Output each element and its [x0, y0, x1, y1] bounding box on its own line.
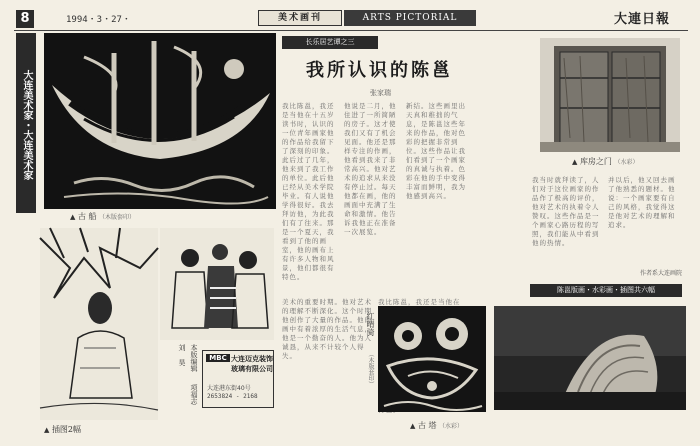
- caption-ancient-tower-title: 古 塔: [417, 421, 437, 430]
- right-footnote: 作者系大连画院: [640, 270, 683, 277]
- ad-address: 大连港东街40号: [207, 385, 251, 392]
- side-banner-text: 大连美术家・大连美术家: [21, 70, 32, 180]
- article-col-5: 我比陈邕，我还是当他在: [378, 298, 461, 306]
- issue-date: 1994・3・27・: [66, 15, 131, 25]
- article-col-2: 他说是二月，他住进了一所简陋的房子。这才使我们又有了机会见面。他还是那样专注的作画，他看到我来了非常高兴。他对艺术的追求从来没有停止过。每天他都在画，他的画面中充满了生命和激情。他告诉我他正在准备一次展览。: [344, 102, 397, 236]
- editor-designer: 项福志: [190, 384, 198, 405]
- masthead: 大連日報: [614, 12, 671, 27]
- caption-ancient-boat-title: 古 船: [77, 212, 97, 221]
- editor-name: 刘 昊: [178, 344, 186, 366]
- caption-illustration-title: 插图2幅: [51, 425, 82, 434]
- illustration-crowd-image: [160, 228, 274, 340]
- caption-warehouse-door-medium: （水彩）: [614, 159, 639, 166]
- ad-logo: MBC: [206, 354, 230, 362]
- illustration-crowd: [160, 228, 274, 340]
- ancient-boat-image: [44, 33, 276, 209]
- illustration-woman: [40, 228, 158, 420]
- editor-box: [160, 344, 200, 410]
- editor-label: 本版编辑: [190, 344, 198, 372]
- article-col-4: 美术的重要时期。他对艺术的理解不断深化。这个时期他创作了大量的作品。他的画中有着浓厚的生活气息，他是一个勤奋的人。他为人诚恳，从来不计较个人得失。: [282, 298, 372, 360]
- section-cn: [258, 10, 342, 26]
- triangle-icon: ▲: [44, 426, 50, 434]
- warehouse-door-image: [540, 38, 680, 152]
- caption-illustration: [44, 424, 81, 435]
- series-tag: [282, 36, 378, 49]
- series-tag-label: 长乐居艺谭之三: [305, 38, 355, 46]
- triangle-icon: ▲: [572, 158, 578, 166]
- ad-company2: 玻璃有限公司: [231, 365, 273, 373]
- article-col-1: 我比陈邕，我还是当他在十五岁读书时，认识的一位青年画家他的作品给我留下了深刻的印象。此后过了几年，他来到了我工作的单位。此后他已经从美术学院毕业。有人说他学得很好。我去拜访他，为此我们有了往来。那是一个夏天，我看到了他的画室，他的画布上有许多人物和风景，他们都很有特色。: [282, 102, 335, 281]
- right-col-a: 我当时就拜读了，人们对于这位画家的作品作了极高的评价，他对艺术的执着令人赞叹。这些作品是一个画家心路历程的写照，我们能从中看到他的热情。: [532, 176, 600, 247]
- ad-box: [202, 350, 274, 408]
- ancient-boat-woodcut: [44, 33, 276, 209]
- caption-red-horse: [362, 312, 376, 402]
- page-number: 8: [16, 10, 34, 28]
- red-horse-woodcut: [378, 306, 486, 412]
- caption-ancient-boat: [70, 211, 135, 222]
- right-col-b: 并以后，他又回去画了他熟悉的题材。他说：一个画家要有自己的风格，我觉得这是他对艺术的理解和追求。: [608, 176, 676, 229]
- header-rule: [14, 30, 688, 31]
- illustration-woman-image: [40, 228, 158, 420]
- warehouse-door-watercolor: [540, 38, 680, 152]
- red-horse-image: [378, 306, 486, 412]
- caption-warehouse-door-title: 库房之门: [579, 157, 612, 166]
- triangle-icon: ▲: [70, 213, 76, 221]
- section-en: [344, 10, 476, 26]
- caption-warehouse-door: [572, 156, 639, 167]
- article-title: 我所认识的陈邕: [306, 60, 453, 81]
- ad-phone: 2653824 - 2168: [207, 393, 258, 400]
- caption-ancient-tower-medium: （水彩）: [439, 423, 464, 430]
- article-col-3: 新结。这些画里出天真和稚拙的气息，是陈邕这些年来的作品，他对色彩的把握非常到位。这些作品让我们看到了一个画家的真诚与执着。色彩在他的手中变得丰富而鲜明，我为他感到高兴。: [406, 102, 466, 200]
- caption-ancient-boat-medium: （木版套印）: [99, 214, 136, 221]
- article-author: 张家瑞: [370, 89, 391, 97]
- ad-company: 大连迈克装饰: [231, 355, 273, 363]
- ancient-tower-watercolor: [494, 306, 686, 410]
- exhibit-banner: [530, 284, 682, 297]
- caption-red-horse-title: 红晴骑: [366, 312, 375, 336]
- caption-red-horse-medium: （木版套印）: [367, 351, 374, 387]
- caption-ancient-tower: [410, 420, 463, 431]
- side-banner: [16, 33, 36, 213]
- triangle-icon: ▲: [410, 422, 416, 430]
- section-cn-label: 美术画刊: [277, 13, 322, 23]
- exhibit-banner-label: 陈邕版画・水彩画・插图共六幅: [557, 286, 655, 294]
- section-en-label: ARTS PICTORIAL: [362, 13, 458, 23]
- ancient-tower-image: [494, 306, 686, 410]
